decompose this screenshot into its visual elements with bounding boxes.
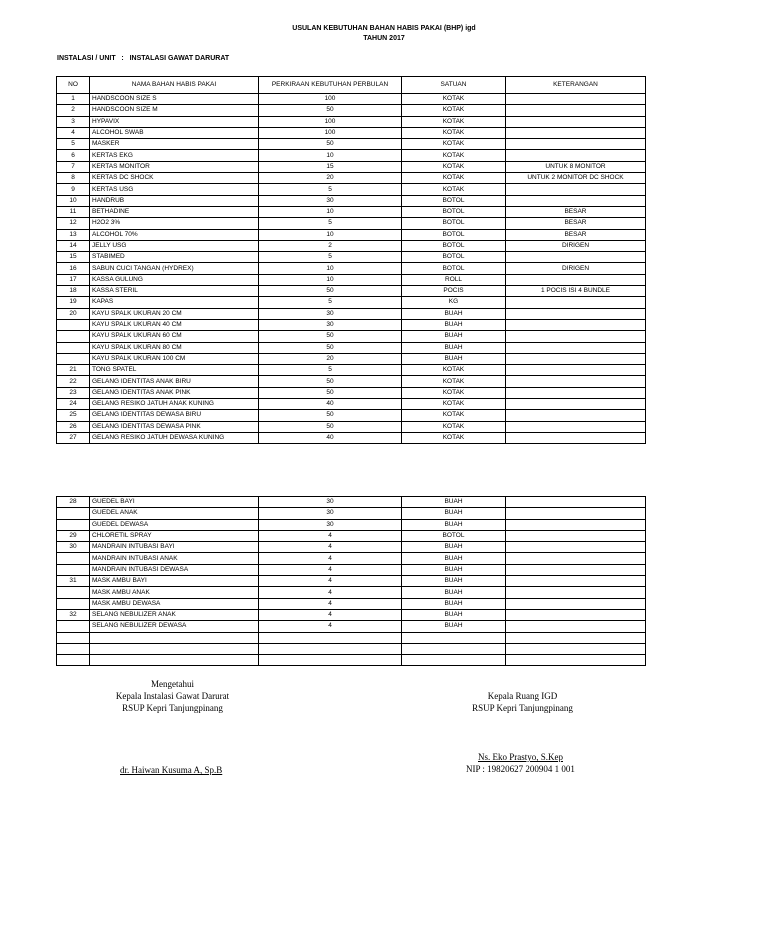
cell-notes [506,399,646,410]
document-title: USULAN KEBUTUHAN BAHAN HABIS PAKAI (BHP) igd [292,25,476,32]
table-row [57,94,646,105]
cell-unit: BUAH [402,508,506,519]
cell-item-name: STABIMED [90,252,259,263]
cell-item-name: GELANG IDENTITAS ANAK PINK [90,387,259,398]
cell-notes: BESAR [506,229,646,240]
cell-item-name [90,655,259,666]
cell-unit: BUAH [402,542,506,553]
cell-item-name: GUEDEL ANAK [90,508,259,519]
cell-no [57,319,90,330]
cell-unit: KOTAK [402,150,506,161]
table-row [57,643,646,654]
table-row [57,410,646,421]
signature-acknowledge-label: Mengetahui [151,679,194,689]
cell-unit [402,632,506,643]
cell-no [57,598,90,609]
cell-item-name: GUEDEL BAYI [90,497,259,508]
cell-notes: BESAR [506,206,646,217]
cell-unit: KOTAK [402,94,506,105]
cell-unit: BUAH [402,342,506,353]
cell-no: 25 [57,410,90,421]
table-body [57,497,646,666]
cell-unit: BOTOL [402,240,506,251]
table-row [57,319,646,330]
cell-unit: BOTOL [402,229,506,240]
cell-item-name: ALCOHOL 70% [90,229,259,240]
cell-quantity: 4 [259,542,402,553]
table-row [57,399,646,410]
table-row [57,376,646,387]
cell-quantity: 30 [259,519,402,530]
table-row [57,116,646,127]
cell-no: 29 [57,530,90,541]
cell-notes [506,94,646,105]
cell-no: 8 [57,173,90,184]
cell-unit: POCIS [402,286,506,297]
table-row [57,587,646,598]
cell-item-name: KERTAS USG [90,184,259,195]
table-row [57,229,646,240]
table-row [57,252,646,263]
cell-quantity: 5 [259,252,402,263]
cell-no: 13 [57,229,90,240]
cell-quantity: 4 [259,564,402,575]
cell-quantity: 4 [259,530,402,541]
cell-quantity: 100 [259,94,402,105]
cell-quantity: 50 [259,387,402,398]
table-row [57,530,646,541]
cell-quantity [259,655,402,666]
cell-quantity: 2 [259,240,402,251]
cell-unit: BOTOL [402,252,506,263]
cell-notes [506,598,646,609]
cell-no: 1 [57,94,90,105]
cell-notes [506,274,646,285]
table-row [57,195,646,206]
cell-item-name: HYPAVIX [90,116,259,127]
cell-quantity: 4 [259,609,402,620]
cell-quantity: 100 [259,116,402,127]
cell-notes [506,432,646,443]
signature-institution: RSUP Kepri Tanjungpinang [472,703,573,713]
cell-no [57,519,90,530]
cell-notes [506,564,646,575]
cell-item-name: GELANG RESIKO JATUH ANAK KUNING [90,399,259,410]
cell-notes [506,319,646,330]
cell-notes [506,308,646,319]
cell-notes [506,497,646,508]
cell-unit: KOTAK [402,184,506,195]
table-row [57,342,646,353]
cell-unit: BOTOL [402,206,506,217]
table-row [57,621,646,632]
table-row [57,127,646,138]
cell-notes [506,342,646,353]
table-row [57,497,646,508]
cell-notes [506,542,646,553]
table-row [57,297,646,308]
cell-no: 31 [57,576,90,587]
table-row [57,240,646,251]
table-row [57,421,646,432]
cell-no: 12 [57,218,90,229]
cell-quantity: 50 [259,139,402,150]
cell-notes [506,609,646,620]
table-row [57,655,646,666]
cell-item-name: GUEDEL DEWASA [90,519,259,530]
cell-no [57,655,90,666]
cell-no: 32 [57,609,90,620]
cell-notes [506,297,646,308]
cell-unit: BOTOL [402,530,506,541]
cell-unit: BOTOL [402,263,506,274]
cell-item-name: KAYU SPALK UKURAN 20 CM [90,308,259,319]
cell-quantity [259,632,402,643]
cell-notes [506,331,646,342]
cell-item-name: BETHADINE [90,206,259,217]
cell-item-name: MANDRAIN INTUBASI DEWASA [90,564,259,575]
signatory-nip: NIP : 19820627 200904 1 001 [466,764,575,774]
cell-unit: BUAH [402,497,506,508]
cell-no [57,553,90,564]
cell-item-name: KERTAS DC SHOCK [90,173,259,184]
cell-no: 11 [57,206,90,217]
cell-item-name: MANDRAIN INTUBASI BAYI [90,542,259,553]
cell-no: 21 [57,365,90,376]
cell-quantity: 4 [259,621,402,632]
cell-notes: DIRIGEN [506,263,646,274]
cell-item-name: GELANG IDENTITAS DEWASA PINK [90,421,259,432]
cell-unit: KOTAK [402,127,506,138]
cell-unit: BUAH [402,553,506,564]
cell-quantity: 50 [259,286,402,297]
cell-unit: KOTAK [402,376,506,387]
cell-item-name: CHLORETIL SPRAY [90,530,259,541]
cell-quantity: 40 [259,399,402,410]
col-header-quantity: PERKIRAAN KEBUTUHAN PERBULAN [259,77,402,94]
cell-no: 30 [57,542,90,553]
col-header-no: NO [57,77,90,94]
signature-block-right [450,690,595,714]
cell-item-name: ALCOHOL SWAB [90,127,259,138]
cell-quantity: 40 [259,432,402,443]
cell-unit [402,655,506,666]
cell-quantity: 4 [259,576,402,587]
table-row [57,387,646,398]
cell-no: 10 [57,195,90,206]
cell-notes [506,184,646,195]
cell-quantity: 5 [259,365,402,376]
cell-unit: KOTAK [402,116,506,127]
cell-item-name: TONG SPATEL [90,365,259,376]
cell-no: 9 [57,184,90,195]
cell-notes [506,387,646,398]
cell-quantity: 30 [259,308,402,319]
cell-unit: BUAH [402,519,506,530]
cell-quantity [259,643,402,654]
cell-no [57,508,90,519]
table-row [57,432,646,443]
cell-no: 7 [57,161,90,172]
cell-quantity: 10 [259,229,402,240]
cell-notes [506,576,646,587]
cell-unit: BOTOL [402,195,506,206]
cell-quantity: 10 [259,274,402,285]
bhp-table-continued [56,496,646,666]
cell-quantity: 4 [259,587,402,598]
cell-no: 24 [57,399,90,410]
cell-quantity: 50 [259,421,402,432]
cell-notes [506,353,646,364]
table-row [57,542,646,553]
document-year: TAHUN 2017 [363,35,405,42]
cell-no [57,632,90,643]
cell-item-name: MASK AMBU DEWASA [90,598,259,609]
cell-notes: UNTUK 2 MONITOR DC SHOCK [506,173,646,184]
cell-item-name: MANDRAIN INTUBASI ANAK [90,553,259,564]
cell-notes [506,553,646,564]
table-row [57,274,646,285]
table-row [57,308,646,319]
cell-notes [506,508,646,519]
cell-notes [506,643,646,654]
cell-item-name: KASSA STERIL [90,286,259,297]
table-row [57,184,646,195]
cell-item-name: HANDSCOON SIZE S [90,94,259,105]
cell-notes [506,519,646,530]
signatory-name-left: dr. Haiwan Kusuma A, Sp.B [120,765,223,775]
cell-notes: DIRIGEN [506,240,646,251]
cell-quantity: 15 [259,161,402,172]
cell-no: 23 [57,387,90,398]
cell-item-name [90,632,259,643]
cell-item-name: SELANG NEBULIZER DEWASA [90,621,259,632]
signature-position: Kepala Instalasi Gawat Darurat [115,691,230,701]
cell-unit: BUAH [402,564,506,575]
cell-unit: BUAH [402,308,506,319]
cell-no: 18 [57,286,90,297]
cell-no [57,564,90,575]
cell-unit: KOTAK [402,421,506,432]
table-row [57,263,646,274]
cell-unit: KOTAK [402,410,506,421]
cell-item-name: KAYU SPALK UKURAN 60 CM [90,331,259,342]
table-row [57,632,646,643]
cell-no [57,643,90,654]
table-row [57,105,646,116]
cell-no: 15 [57,252,90,263]
table-row [57,139,646,150]
cell-unit: KOTAK [402,432,506,443]
cell-notes [506,655,646,666]
cell-notes [506,127,646,138]
cell-notes [506,365,646,376]
cell-notes [506,410,646,421]
cell-unit: KOTAK [402,105,506,116]
cell-no: 17 [57,274,90,285]
table-row [57,150,646,161]
cell-no [57,331,90,342]
cell-notes [506,530,646,541]
cell-quantity: 10 [259,150,402,161]
cell-notes [506,195,646,206]
cell-quantity: 50 [259,342,402,353]
cell-unit: KOTAK [402,161,506,172]
cell-no: 14 [57,240,90,251]
cell-no: 27 [57,432,90,443]
table-row [57,286,646,297]
col-header-unit: SATUAN [402,77,506,94]
cell-notes: 1 POCIS ISI 4 BUNDLE [506,286,646,297]
cell-quantity: 30 [259,319,402,330]
cell-item-name: KAPAS [90,297,259,308]
cell-item-name: HANDSCOON SIZE M [90,105,259,116]
cell-item-name [90,643,259,654]
col-header-name: NAMA BAHAN HABIS PAKAI [90,77,259,94]
cell-notes [506,116,646,127]
cell-notes [506,150,646,161]
cell-quantity: 4 [259,553,402,564]
cell-notes: BESAR [506,218,646,229]
table-row [57,609,646,620]
cell-item-name: GELANG IDENTITAS DEWASA BIRU [90,410,259,421]
cell-quantity: 30 [259,508,402,519]
cell-quantity: 4 [259,598,402,609]
cell-unit [402,643,506,654]
cell-quantity: 50 [259,105,402,116]
cell-unit: BUAH [402,319,506,330]
cell-no: 22 [57,376,90,387]
cell-notes [506,376,646,387]
cell-quantity: 5 [259,297,402,308]
cell-quantity: 20 [259,353,402,364]
cell-no [57,342,90,353]
cell-no: 28 [57,497,90,508]
cell-quantity: 100 [259,127,402,138]
cell-unit: BUAH [402,331,506,342]
cell-no [57,621,90,632]
cell-item-name: SELANG NEBULIZER ANAK [90,609,259,620]
cell-item-name: KAYU SPALK UKURAN 100 CM [90,353,259,364]
cell-item-name: KASSA GULUNG [90,274,259,285]
cell-notes: UNTUK 8 MONITOR [506,161,646,172]
cell-unit: BUAH [402,609,506,620]
cell-unit: KG [402,297,506,308]
cell-unit: KOTAK [402,387,506,398]
table-row [57,173,646,184]
cell-item-name: GELANG IDENTITAS ANAK BIRU [90,376,259,387]
cell-no: 6 [57,150,90,161]
cell-quantity: 50 [259,331,402,342]
cell-quantity: 50 [259,376,402,387]
signature-block-left [100,678,245,714]
table-row [57,365,646,376]
cell-item-name: KAYU SPALK UKURAN 80 CM [90,342,259,353]
table-row [57,206,646,217]
cell-notes [506,105,646,116]
table-row [57,576,646,587]
table-row [57,564,646,575]
cell-quantity: 5 [259,218,402,229]
cell-notes [506,621,646,632]
cell-no: 16 [57,263,90,274]
cell-quantity: 10 [259,206,402,217]
cell-unit: KOTAK [402,365,506,376]
signature-institution: RSUP Kepri Tanjungpinang [122,703,223,713]
table-row [57,331,646,342]
table-row [57,218,646,229]
cell-unit: BUAH [402,353,506,364]
signature-position: Kepala Ruang IGD [487,691,558,701]
cell-notes [506,421,646,432]
cell-item-name: KERTAS EKG [90,150,259,161]
table-row [57,553,646,564]
cell-unit: KOTAK [402,399,506,410]
cell-quantity: 30 [259,497,402,508]
cell-item-name: GELANG RESIKO JATUH DEWASA KUNING [90,432,259,443]
cell-notes [506,632,646,643]
cell-no: 3 [57,116,90,127]
cell-item-name: KAYU SPALK UKURAN 40 CM [90,319,259,330]
cell-unit: BUAH [402,587,506,598]
cell-no: 20 [57,308,90,319]
cell-notes [506,587,646,598]
bhp-table-main [56,76,646,444]
table-row [57,161,646,172]
cell-item-name: H2O2 3% [90,218,259,229]
table-row [57,519,646,530]
cell-quantity: 10 [259,263,402,274]
cell-quantity: 50 [259,410,402,421]
cell-item-name: MASK AMBU ANAK [90,587,259,598]
cell-no: 26 [57,421,90,432]
cell-no: 2 [57,105,90,116]
cell-item-name: SABUN CUCI TANGAN (HYDREX) [90,263,259,274]
cell-quantity: 30 [259,195,402,206]
table-body [57,94,646,444]
cell-unit: KOTAK [402,139,506,150]
cell-item-name: JELLY USG [90,240,259,251]
table-row [57,598,646,609]
cell-no [57,353,90,364]
cell-unit: BUAH [402,598,506,609]
cell-no: 5 [57,139,90,150]
col-header-notes: KETERANGAN [506,77,646,94]
cell-notes [506,252,646,263]
cell-quantity: 5 [259,184,402,195]
cell-unit: ROLL [402,274,506,285]
unit-label: INSTALASI / UNIT : INSTALASI GAWAT DARURAT [57,55,230,62]
cell-item-name: HANDRUB [90,195,259,206]
cell-no [57,587,90,598]
cell-item-name: KERTAS MONITOR [90,161,259,172]
table-header-row [57,77,646,94]
cell-unit: BUAH [402,621,506,632]
cell-unit: BUAH [402,576,506,587]
table-row [57,353,646,364]
cell-notes [506,139,646,150]
signatory-name-right: Ns. Eko Prastyo, S.Kep [478,752,563,762]
cell-unit: BOTOL [402,218,506,229]
cell-unit: KOTAK [402,173,506,184]
cell-item-name: MASK AMBU BAYI [90,576,259,587]
cell-quantity: 20 [259,173,402,184]
cell-no: 4 [57,127,90,138]
table-row [57,508,646,519]
cell-item-name: MASKER [90,139,259,150]
cell-no: 19 [57,297,90,308]
